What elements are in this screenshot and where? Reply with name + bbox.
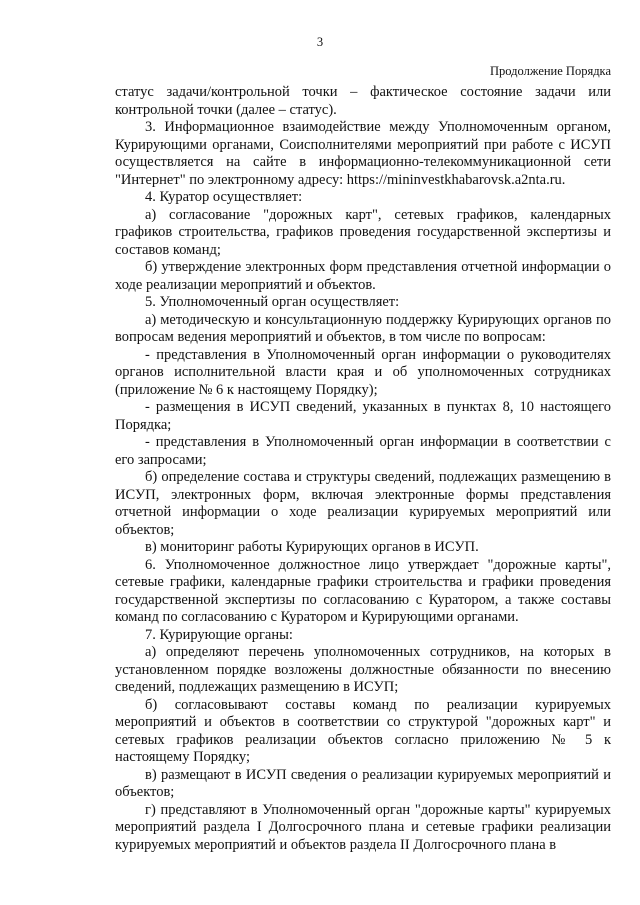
paragraph: б) определение состава и структуры сведений, подлежащих размещению в ИСУП, электронных форм, включая электронные формы представления отчетной информации о ходе реализации курируемых мероприятий или объектов; [115,469,611,538]
paragraph: а) определяют перечень уполномоченных сотрудников, на которых в установленном порядке возложены должностные обязанности по внесению сведений, подлежащих размещению в ИСУП; [115,644,611,695]
paragraph: в) размещают в ИСУП сведения о реализации курируемых мероприятий и объектов; [115,766,611,800]
paragraph: а) методическую и консультационную поддержку Курирующих органов по вопросам ведения мероприятий и объектов, в том числе по вопросам: [115,311,611,345]
paragraph: 7. Курирующие органы: [145,626,293,643]
paragraph: 4. Куратор осуществляет: [145,189,303,205]
paragraph: в) мониторинг работы Курирующих органов в ИСУП. [145,539,479,555]
document-body [115,84,611,854]
paragraph: г) представляют в Уполномоченный орган "дорожные карты" курируемых мероприятий раздела I Долгосрочного плана и сетевые графики реализации курируемых мероприятий и объектов раздела II Долгосрочного плана в [115,801,611,853]
paragraph: - представления в Уполномоченный орган информации в соответствии с его запросами; [115,434,611,468]
paragraph: 6. Уполномоченное должностное лицо утверждает "дорожные карты", сетевые графики, календарные графики строительства и графики проведения государственной экспертизы по согласованию с Куратором, а также составы команд по согласованию с Куратором и Курирующими органами. [115,556,611,625]
paragraph: - размещения в ИСУП сведений, указанных в пунктах 8, 10 настоящего Порядка; [115,399,611,433]
paragraph: б) согласовывают составы команд по реализации курируемых мероприятий и объектов в соответствии со структурой "дорожных карт" и сетевых графиков реализации объектов согласно приложению № 5 к настоящему Порядку; [115,696,611,765]
paragraph: статус задачи/контрольной точки – фактическое состояние задачи или контрольной точки (далее – статус). [115,84,611,118]
paragraph: б) утверждение электронных форм представления отчетной информации о ходе реализации мероприятий и объектов. [115,259,611,293]
paragraph: 5. Уполномоченный орган осуществляет: [145,294,400,310]
paragraph: - представления в Уполномоченный орган информации о руководителях органов исполнительной власти края и об уполномоченных сотрудниках (приложение № 6 к настоящему Порядку); [115,346,611,398]
page-number: 3 [316,35,324,49]
running-header: Продолжение Порядка [490,64,611,78]
paragraph: а) согласование "дорожных карт", сетевых графиков, календарных графиков строительства, графиков проведения государственной экспертизы и составов команд; [115,206,611,258]
paragraph: 3. Информационное взаимодействие между Уполномоченным органом, Курирующими органами, Соисполнителями мероприятий при работе с ИСУП осуществляется на сайте в информационно-телекоммуникационной сети "Интернет" по электронному адресу: https://mininvestkhabarovsk.a2nta.ru. [115,119,611,188]
